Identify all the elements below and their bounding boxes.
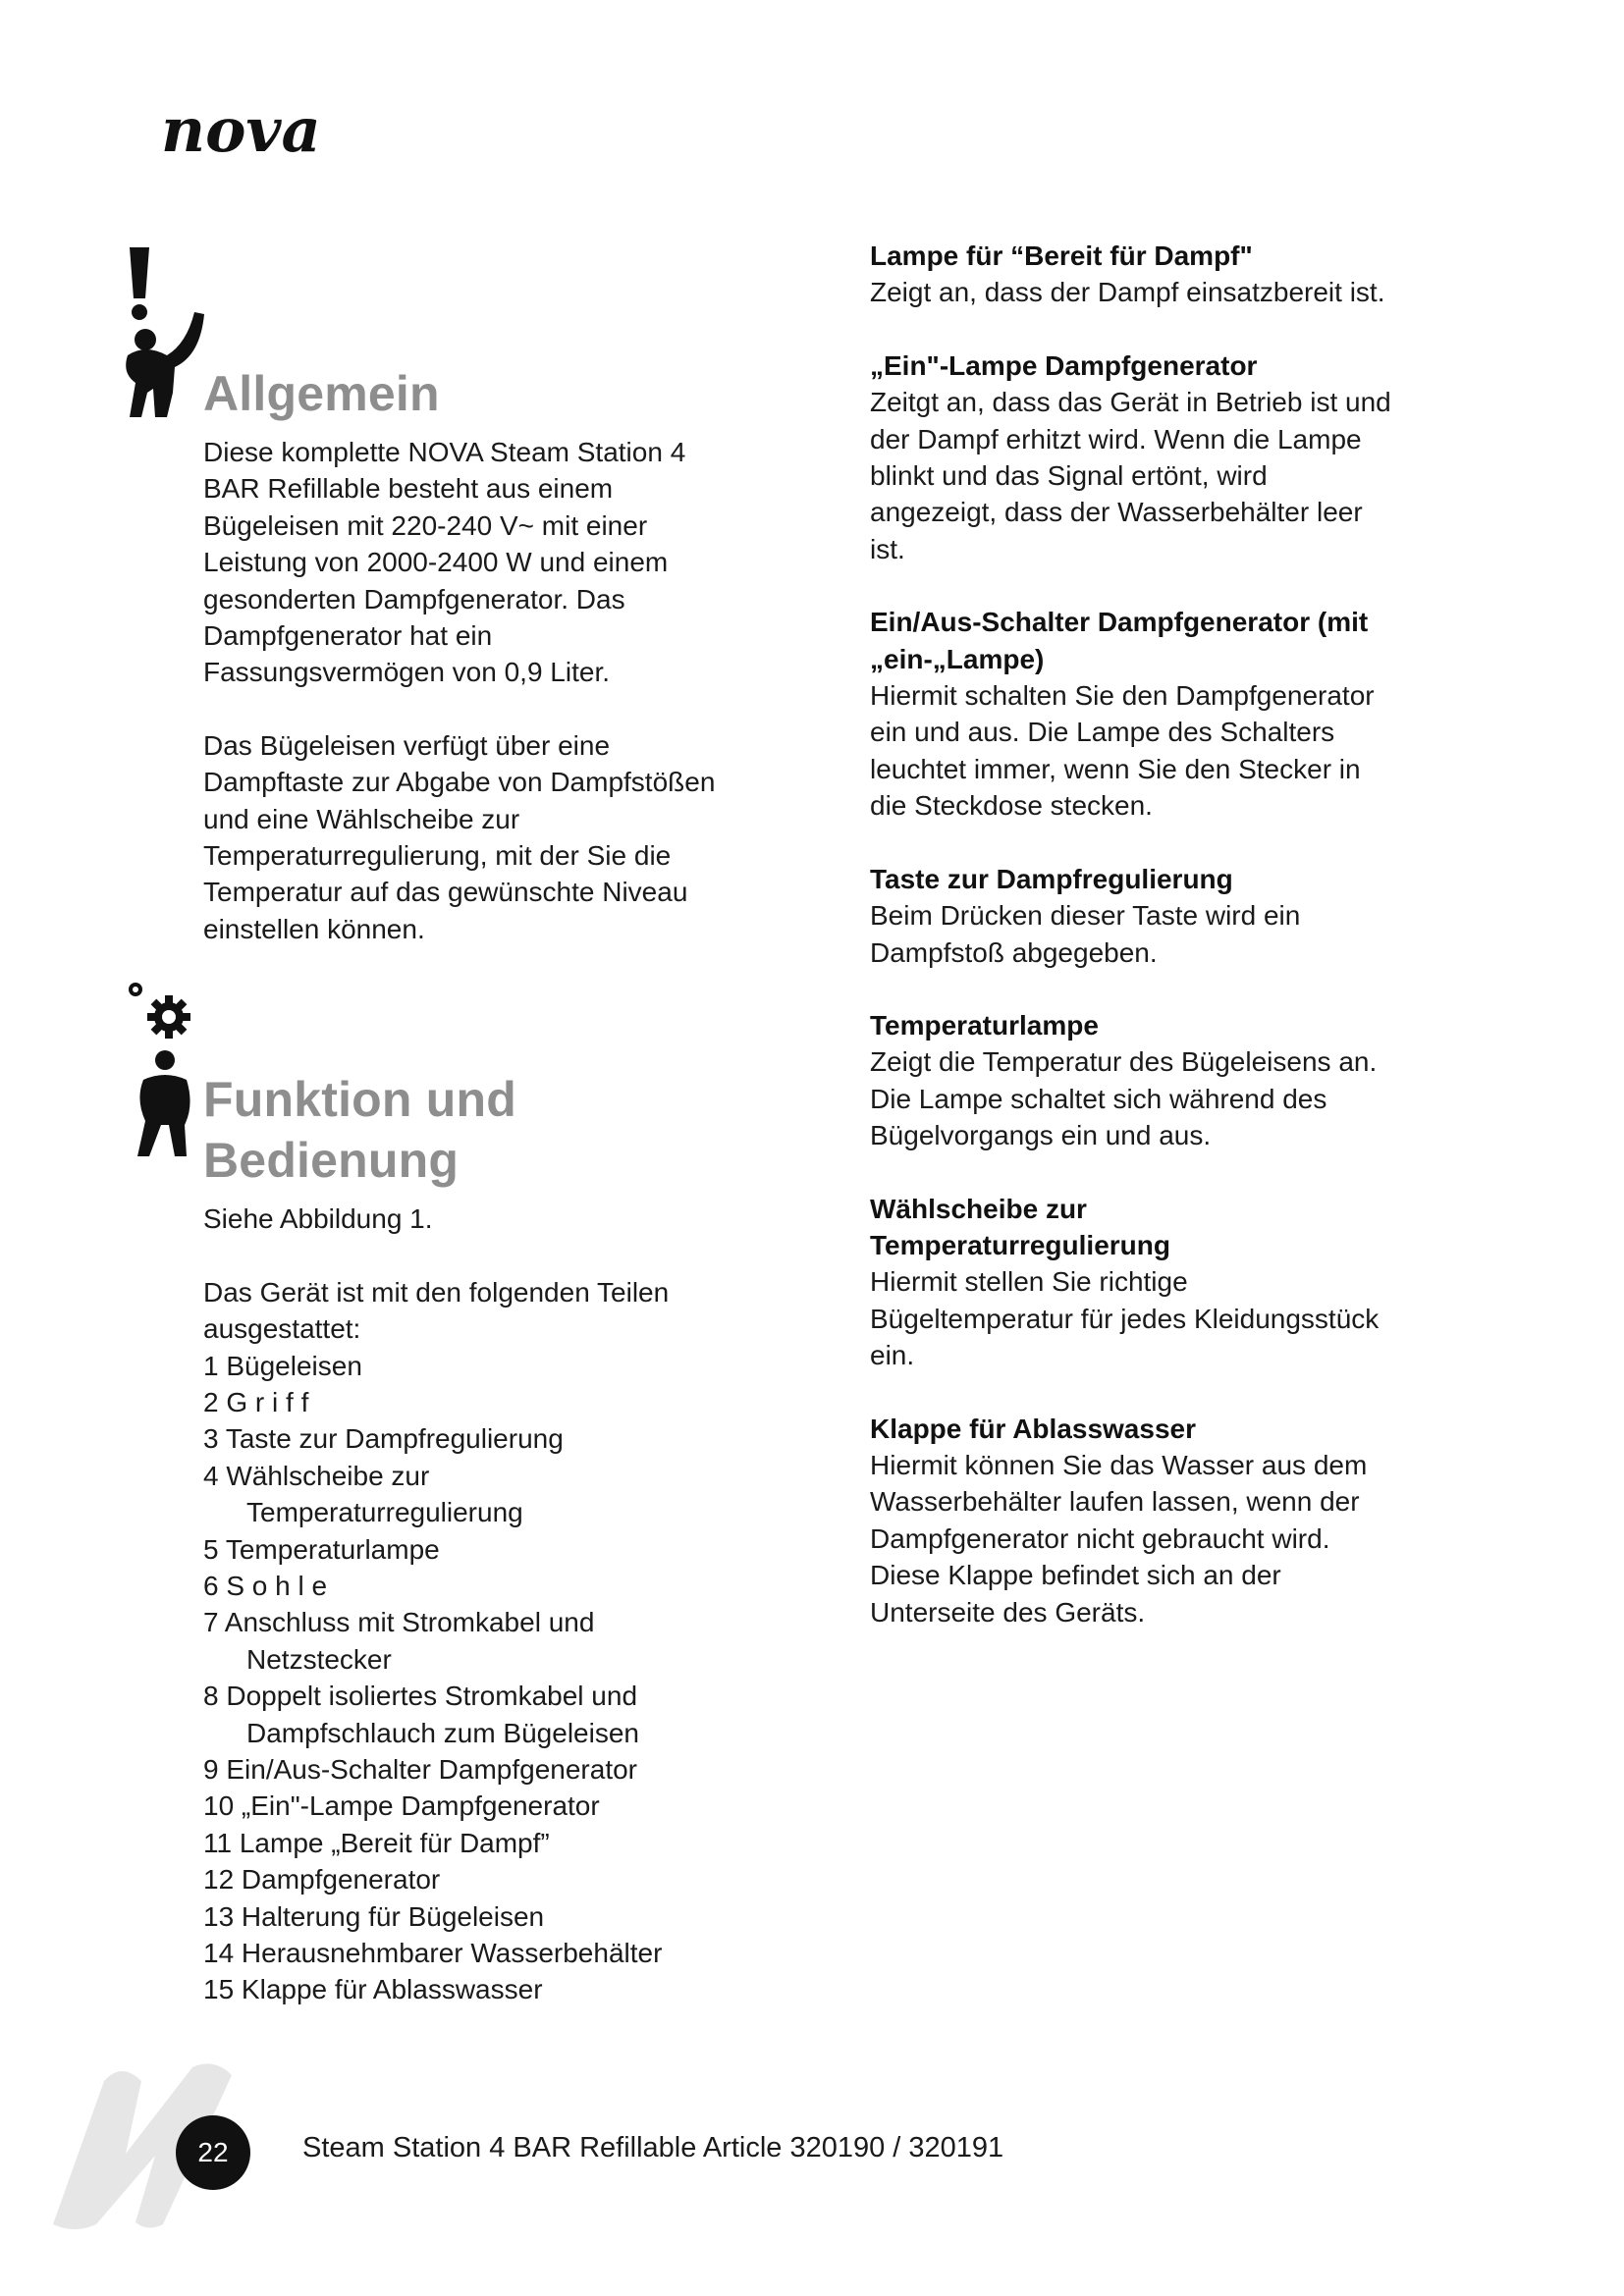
allgemein-paragraph-2 bbox=[203, 727, 753, 947]
parts-list-item: 3 Taste zur Dampfregulierung bbox=[203, 1423, 564, 1455]
parts-list-item: 9 Ein/Aus-Schalter Dampfgenerator bbox=[203, 1753, 637, 1785]
feature-section bbox=[870, 604, 1459, 824]
feature-text-line: Hiermit können Sie das Wasser aus dem bbox=[870, 1449, 1368, 1480]
section-heading-funktion bbox=[203, 1069, 753, 1191]
feature-text-line: Dampfgenerator nicht gebraucht wird. bbox=[870, 1522, 1330, 1554]
text-line: und eine Wählscheibe zur bbox=[203, 803, 520, 834]
left-column bbox=[203, 363, 753, 2008]
parts-list-item: 5 Temperaturlampe bbox=[203, 1533, 440, 1565]
feature-section bbox=[870, 238, 1459, 311]
section-gap bbox=[870, 567, 1459, 604]
feature-text-line: Beim Drücken dieser Taste wird ein bbox=[870, 900, 1301, 932]
feature-text-line: ein. bbox=[870, 1340, 915, 1371]
feature-title: „ein-„Lampe) bbox=[870, 643, 1045, 674]
parts-list-item: 11 Lampe „Bereit für Dampf” bbox=[203, 1827, 550, 1858]
parts-list bbox=[203, 1348, 753, 2008]
text-line: einstellen können. bbox=[203, 913, 425, 944]
section-gap bbox=[870, 825, 1459, 861]
see-figure-text: Siehe Abbildung 1. bbox=[203, 1203, 433, 1235]
feature-text-line: Hiermit stellen Sie richtige bbox=[870, 1266, 1188, 1298]
heading-line: Funktion und bbox=[203, 1072, 516, 1128]
feature-text-line: ein und aus. Die Lampe des Schalters bbox=[870, 717, 1335, 748]
parts-list-item: 14 Herausnehmbarer Wasserbehälter bbox=[203, 1938, 663, 1968]
feature-text-line: Zeigt die Temperatur des Bügeleisens an. bbox=[870, 1046, 1378, 1078]
feature-section bbox=[870, 861, 1459, 971]
right-column bbox=[870, 238, 1459, 1630]
feature-title: Temperaturregulierung bbox=[870, 1229, 1170, 1260]
feature-section bbox=[870, 1411, 1459, 1630]
parts-list-item: 10 „Ein"-Lampe Dampfgenerator bbox=[203, 1790, 600, 1822]
feature-title: „Ein"-Lampe Dampfgenerator bbox=[870, 349, 1258, 381]
text-line: Fassungsvermögen von 0,9 Liter. bbox=[203, 657, 611, 688]
feature-title: Wählscheibe zur bbox=[870, 1193, 1087, 1224]
feature-text-line: die Steckdose stecken. bbox=[870, 790, 1153, 822]
feature-title: Lampe für “Bereit für Dampf" bbox=[870, 240, 1253, 271]
text-line: Temperaturregulierung, mit der Sie die bbox=[203, 840, 672, 872]
logo-text: nova bbox=[161, 106, 321, 157]
feature-text-line: Bügeltemperatur für jedes Kleidungsstück bbox=[870, 1303, 1380, 1334]
intro-text-line: ausgestattet: bbox=[203, 1313, 361, 1345]
parts-list-item: 15 Klappe für Ablasswasser bbox=[203, 1974, 543, 2005]
nova-logo bbox=[159, 106, 405, 157]
feature-text-line: Bügelvorgangs ein und aus. bbox=[870, 1120, 1212, 1151]
text-line: Temperatur auf das gewünschte Niveau bbox=[203, 877, 688, 908]
feature-title: Klappe für Ablasswasser bbox=[870, 1413, 1196, 1444]
text-line: Leistung von 2000-2400 W und einem bbox=[203, 547, 669, 578]
text-line: BAR Refillable besteht aus einem bbox=[203, 473, 614, 505]
gear-figure-icon bbox=[126, 978, 198, 1156]
parts-list-item: 13 Halterung für Bügeleisen bbox=[203, 1900, 545, 1932]
feature-text-line: Wasserbehälter laufen lassen, wenn der bbox=[870, 1486, 1360, 1518]
feature-title: Ein/Aus-Schalter Dampfgenerator (mit bbox=[870, 607, 1369, 638]
text-line: Bügeleisen mit 220-240 V~ mit einer bbox=[203, 509, 648, 541]
parts-list-item: Dampfschlauch zum Bügeleisen bbox=[246, 1717, 639, 1748]
footer-text: Steam Station 4 BAR Refillable Article 320190 / 320191 bbox=[302, 2132, 1004, 2163]
parts-list-item: Netzstecker bbox=[246, 1643, 392, 1675]
feature-text-line: angezeigt, dass der Wasserbehälter leer bbox=[870, 497, 1363, 528]
text-line: Diese komplette NOVA Steam Station 4 bbox=[203, 437, 686, 467]
section-gap bbox=[870, 1154, 1459, 1191]
text-line: Dampftaste zur Abgabe von Dampfstößen bbox=[203, 767, 716, 798]
feature-text-line: leuchtet immer, wenn Sie den Stecker in bbox=[870, 753, 1361, 784]
section-gap bbox=[870, 971, 1459, 1007]
feature-text-line: blinkt und das Signal ertönt, wird bbox=[870, 460, 1268, 492]
section-gap bbox=[870, 311, 1459, 347]
text-line: gesonderten Dampfgenerator. Das bbox=[203, 583, 625, 614]
feature-text-line: Unterseite des Geräts. bbox=[870, 1596, 1146, 1628]
feature-text-line: Diese Klappe befindet sich an der bbox=[870, 1560, 1281, 1591]
feature-text-line: Die Lampe schaltet sich während des bbox=[870, 1083, 1327, 1114]
parts-list-item: 6 S o h l e bbox=[203, 1570, 328, 1601]
allgemein-paragraph-1 bbox=[203, 434, 753, 691]
parts-list-item: Temperaturregulierung bbox=[246, 1497, 523, 1528]
parts-list-item: 2 G r i f f bbox=[203, 1386, 309, 1417]
feature-text-line: der Dampf erhitzt wird. Wenn die Lampe bbox=[870, 423, 1362, 454]
feature-text-line: Zeigt an, dass der Dampf einsatzbereit ist. bbox=[870, 277, 1385, 308]
feature-section bbox=[870, 1191, 1459, 1374]
intro-text-line: Das Gerät ist mit den folgenden Teilen bbox=[203, 1276, 670, 1308]
feature-text-line: Zeitgt an, dass das Gerät in Betrieb ist und bbox=[870, 387, 1391, 418]
feature-section bbox=[870, 347, 1459, 567]
parts-list-item: 12 Dampfgenerator bbox=[203, 1864, 441, 1896]
parts-list-item: 7 Anschluss mit Stromkabel und bbox=[203, 1607, 595, 1638]
section-gap bbox=[870, 1374, 1459, 1411]
feature-title: Taste zur Dampfregulierung bbox=[870, 863, 1233, 894]
text-line: Das Bügeleisen verfügt über eine bbox=[203, 729, 611, 761]
section-heading-allgemein: Allgemein bbox=[203, 366, 440, 421]
parts-list-item: 1 Bügeleisen bbox=[203, 1350, 362, 1381]
feature-title: Temperaturlampe bbox=[870, 1009, 1099, 1041]
feature-text-line: Dampfstoß abgegeben. bbox=[870, 936, 1158, 968]
feature-text-line: Hiermit schalten Sie den Dampfgenerator bbox=[870, 680, 1375, 712]
heading-line: Bedienung bbox=[203, 1133, 460, 1189]
parts-list-item: 4 Wählscheibe zur bbox=[203, 1460, 430, 1491]
feature-section bbox=[870, 1007, 1459, 1154]
page-number-badge: 22 bbox=[176, 2115, 250, 2190]
text-line: Dampfgenerator hat ein bbox=[203, 620, 493, 652]
parts-list-item: 8 Doppelt isoliertes Stromkabel und bbox=[203, 1681, 638, 1712]
warning-figure-icon bbox=[116, 245, 204, 417]
feature-text-line: ist. bbox=[870, 533, 905, 564]
